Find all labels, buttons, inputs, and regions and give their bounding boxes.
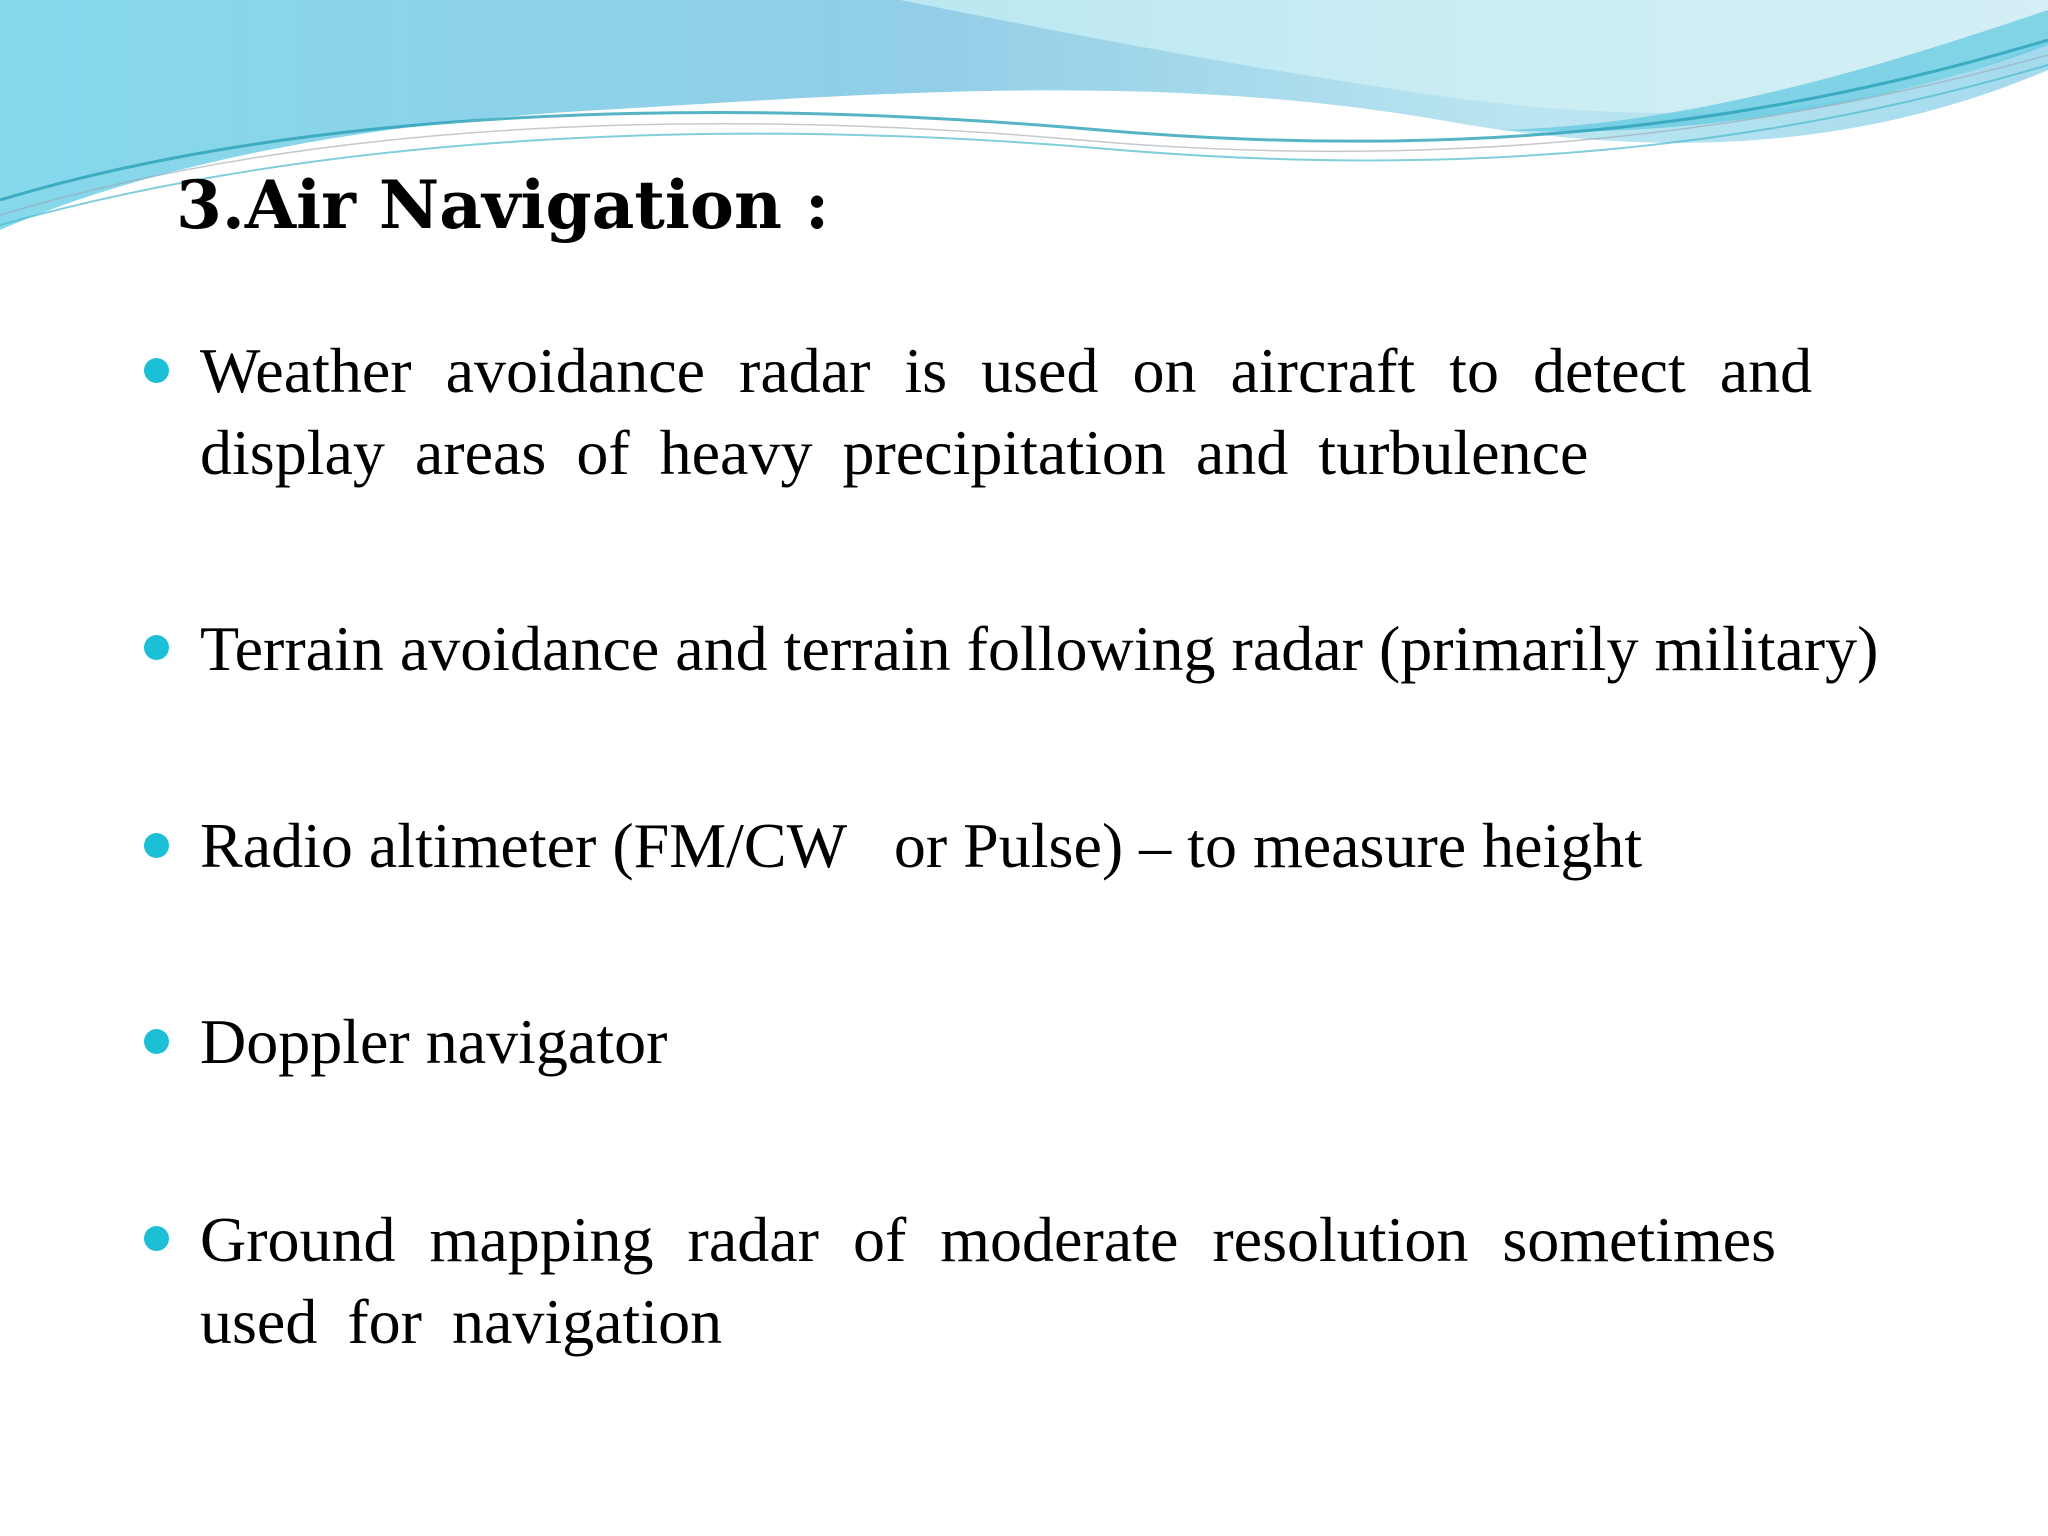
bullet-dot-icon — [144, 1226, 169, 1251]
bullet-dot-icon — [144, 833, 169, 858]
bullet-text — [200, 1001, 1900, 1083]
bullet-dot-icon — [144, 358, 169, 383]
bullet-text-line: Weather avoidance radar is used on aircraft to detect and — [200, 335, 1813, 406]
bullet-dot-icon — [144, 1029, 169, 1054]
bullet-text-line: Ground mapping radar of moderate resolution sometimes — [200, 1204, 1777, 1275]
bullet-text-line: Doppler navigator — [200, 1006, 668, 1077]
bullet-text — [200, 330, 1900, 494]
bullet-text-line: used for navigation — [200, 1286, 723, 1357]
bullet-text — [200, 608, 1900, 690]
bullet-dot-icon — [144, 635, 169, 660]
slide-title: 3.Air Navigation : — [176, 166, 830, 244]
bullet-text — [200, 805, 1900, 887]
bullet-text-line: Terrain avoidance and terrain following radar (primarily military) — [200, 613, 1879, 684]
bullet-text-line: display areas of heavy precipitation and turbulence — [200, 417, 1589, 488]
bullet-text — [200, 1199, 1900, 1363]
bullet-text-line: Radio altimeter (FM/CW or Pulse) – to measure height — [200, 810, 1643, 881]
